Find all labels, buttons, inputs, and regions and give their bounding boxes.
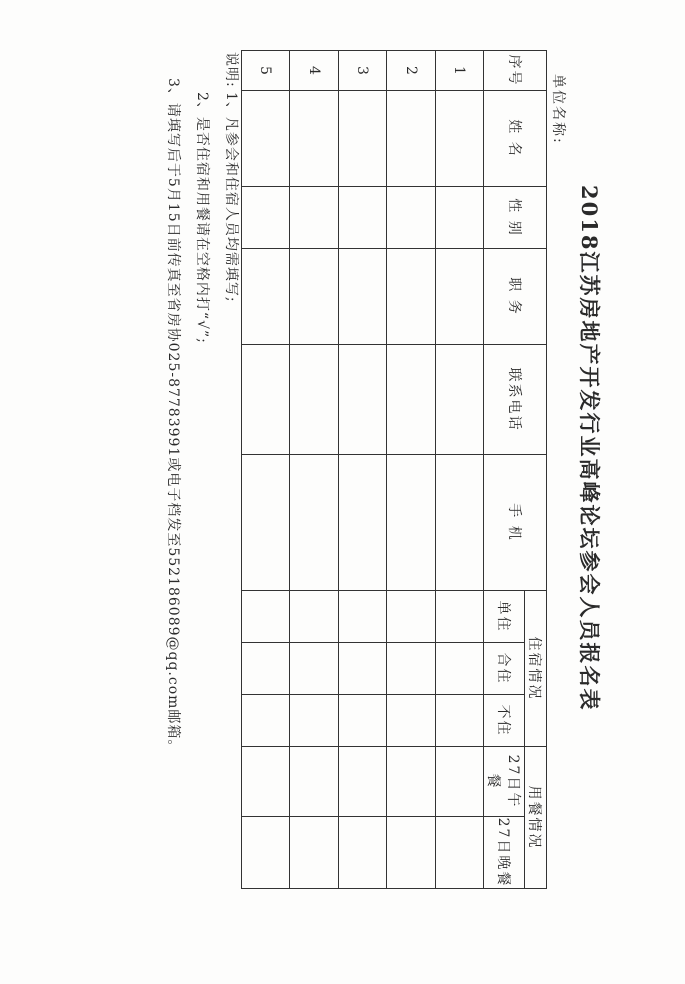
cell-meal-lunch[interactable] — [387, 747, 436, 817]
note-item: 1、凡参会和住宿人员均需填写; — [223, 92, 239, 303]
row-index: 3 — [339, 51, 387, 91]
cell-mobile[interactable] — [436, 455, 484, 591]
cell-meal-dinner[interactable] — [242, 817, 290, 889]
cell-lodging-none[interactable] — [387, 695, 436, 747]
row-index: 5 — [242, 51, 290, 91]
cell-phone[interactable] — [387, 345, 436, 455]
cell-lodging-shared[interactable] — [436, 643, 484, 695]
row-index: 1 — [436, 51, 484, 91]
cell-phone[interactable] — [290, 345, 339, 455]
header-mobile: 手 机 — [484, 455, 547, 591]
header-name: 姓 名 — [484, 91, 547, 187]
header-lodging-shared: 合住 — [484, 643, 525, 695]
note-item: 2、是否住宿和用餐请在空格内打“√”; — [194, 92, 210, 344]
cell-lodging-none[interactable] — [436, 695, 484, 747]
cell-meal-dinner[interactable] — [339, 817, 387, 889]
cell-name[interactable] — [242, 91, 290, 187]
cell-phone[interactable] — [242, 345, 290, 455]
cell-mobile[interactable] — [290, 455, 339, 591]
cell-phone[interactable] — [436, 345, 484, 455]
cell-name[interactable] — [436, 91, 484, 187]
cell-lodging-shared[interactable] — [387, 643, 436, 695]
cell-meal-dinner[interactable] — [436, 817, 484, 889]
cell-gender[interactable] — [436, 187, 484, 249]
cell-meal-dinner[interactable] — [387, 817, 436, 889]
cell-gender[interactable] — [242, 187, 290, 249]
cell-gender[interactable] — [339, 187, 387, 249]
header-meal-lunch: 27日午餐 — [484, 747, 525, 817]
cell-lodging-none[interactable] — [339, 695, 387, 747]
table-row — [387, 51, 436, 889]
cell-lodging-none[interactable] — [290, 695, 339, 747]
cell-position[interactable] — [290, 249, 339, 345]
cell-lodging-single[interactable] — [436, 591, 484, 643]
cell-position[interactable] — [387, 249, 436, 345]
cell-mobile[interactable] — [242, 455, 290, 591]
row-index: 2 — [387, 51, 436, 91]
unit-name-label: 单位名称: — [550, 74, 566, 145]
header-meal: 用餐情况 — [525, 747, 547, 889]
row-index: 4 — [290, 51, 339, 91]
table-row — [436, 51, 484, 889]
cell-mobile[interactable] — [339, 455, 387, 591]
cell-lodging-single[interactable] — [290, 591, 339, 643]
cell-gender[interactable] — [290, 187, 339, 249]
cell-position[interactable] — [339, 249, 387, 345]
table-row — [290, 51, 339, 889]
header-lodging-none: 不住 — [484, 695, 525, 747]
notes-prefix: 说明: — [223, 52, 239, 88]
cell-meal-lunch[interactable] — [242, 747, 290, 817]
cell-lodging-single[interactable] — [242, 591, 290, 643]
cell-lodging-single[interactable] — [339, 591, 387, 643]
form-title: 2018江苏房地产开发行业高峰论坛参会人员报名表 — [577, 185, 602, 712]
header-index: 序号 — [484, 51, 547, 91]
cell-meal-dinner[interactable] — [290, 817, 339, 889]
header-gender: 性 别 — [484, 187, 547, 249]
header-lodging-single: 单住 — [484, 591, 525, 643]
cell-lodging-shared[interactable] — [242, 643, 290, 695]
table-row — [339, 51, 387, 889]
cell-name[interactable] — [290, 91, 339, 187]
cell-meal-lunch[interactable] — [436, 747, 484, 817]
cell-lodging-shared[interactable] — [290, 643, 339, 695]
header-position: 职 务 — [484, 249, 547, 345]
notes-section — [158, 52, 245, 754]
cell-position[interactable] — [242, 249, 290, 345]
table-row — [242, 51, 290, 889]
header-phone: 联系电话 — [484, 345, 547, 455]
cell-gender[interactable] — [387, 187, 436, 249]
cell-meal-lunch[interactable] — [339, 747, 387, 817]
cell-name[interactable] — [339, 91, 387, 187]
header-lodging: 住宿情况 — [525, 591, 547, 747]
cell-mobile[interactable] — [387, 455, 436, 591]
cell-lodging-shared[interactable] — [339, 643, 387, 695]
cell-lodging-single[interactable] — [387, 591, 436, 643]
cell-position[interactable] — [436, 249, 484, 345]
registration-table — [241, 50, 547, 889]
header-meal-dinner: 27日晚餐 — [484, 817, 525, 889]
note-item: 3、请填写后于5月15日前传真至省房协025-87783991或电子档发至552186089@qq.com邮箱。 — [165, 78, 181, 755]
cell-phone[interactable] — [339, 345, 387, 455]
cell-meal-lunch[interactable] — [290, 747, 339, 817]
cell-name[interactable] — [387, 91, 436, 187]
cell-lodging-none[interactable] — [242, 695, 290, 747]
